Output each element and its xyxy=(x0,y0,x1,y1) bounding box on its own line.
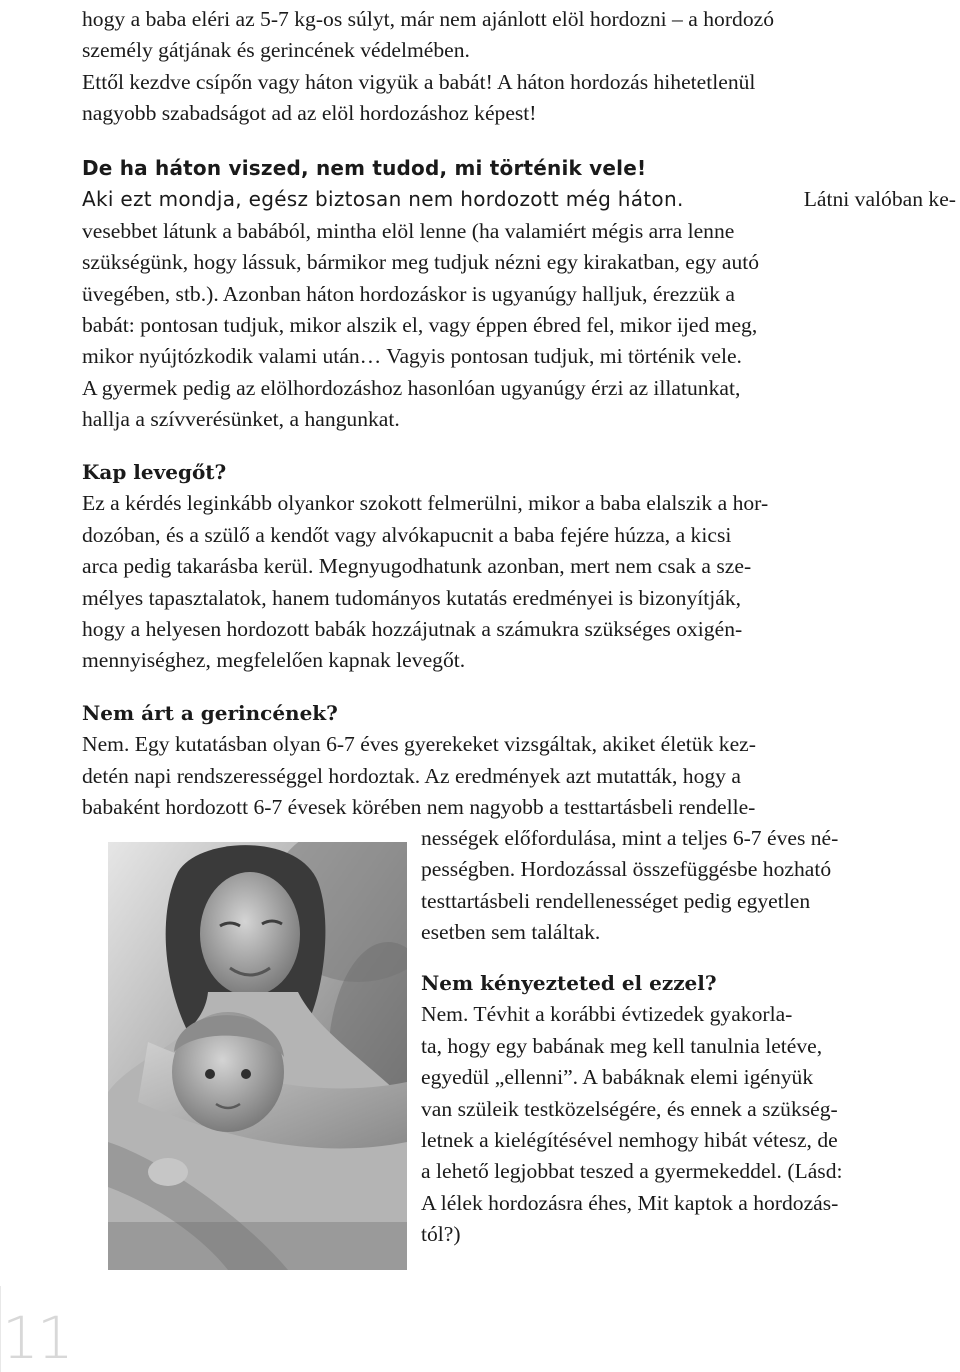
section-heading: Nem kényezteted el ezzel? xyxy=(421,971,717,995)
text-line: szükségünk, hogy lássuk, bármikor meg tudjuk nézni egy kirakatban, egy autó xyxy=(82,250,760,275)
section-spine-continued xyxy=(421,823,956,949)
section-back-carrying xyxy=(82,153,956,436)
section-heading: Kap levegőt? xyxy=(82,460,227,484)
text-line: nességek előfordulása, mint a teljes 6-7 éves né- xyxy=(421,826,839,850)
margin-rule xyxy=(0,1286,1,1372)
text-line: testtartásbeli rendellenességet pedig egyetlen xyxy=(421,888,811,913)
text-line: mélyes tapasztalatok, hanem tudományos kutatás eredményei is bizonyítják, xyxy=(82,585,742,610)
text-line: van szüleik testközelségére, és ennek a szükség- xyxy=(421,1096,838,1121)
page-number: 11 xyxy=(2,1304,72,1372)
section-heading: De ha háton viszed, nem tudod, mi történik vele! xyxy=(82,156,647,180)
text-fragment: Látni valóban ke- xyxy=(803,187,956,212)
text-line: hallja a szívverésünket, a hangunkat. xyxy=(82,407,400,432)
text-line: tól?) xyxy=(421,1222,461,1247)
text-line: mikor nyújtózkodik valami után… Vagyis pontosan tudjuk, mi történik vele. xyxy=(82,344,742,369)
text-line: egyedül „ellenni”. A babáknak elemi igényük xyxy=(421,1065,814,1090)
text-line: hogy a helyesen hordozott babák hozzájutnak a számukra szükséges oxigén- xyxy=(82,617,743,642)
section-heading: Nem árt a gerincének? xyxy=(82,701,338,725)
text-line: mennyiséghez, megfelelően kapnak levegőt. xyxy=(82,648,466,673)
text-line: arca pedig takarásba kerül. Megnyugodhatunk azonban, mert nem csak a sze- xyxy=(82,554,752,579)
text-line: detén napi rendszerességgel hordoztak. Az eredmények azt mutatták, hogy a xyxy=(82,763,741,788)
text-line: pességben. Hordozással összefüggésbe hozható xyxy=(421,857,832,882)
text-line: Ettől kezdve csípőn vagy háton vigyük a babát! A háton hordozás hihetetlenül xyxy=(82,69,756,94)
section-spine xyxy=(82,698,956,824)
text-line: esetben sem találtak. xyxy=(421,920,601,945)
mother-child-photo xyxy=(108,842,407,1270)
text-line: letnek a kielégítésével nemhogy hibát vétesz, de xyxy=(421,1128,838,1153)
text-line: babát: pontosan tudjuk, mikor alszik el, vagy éppen ébred fel, mikor ijed meg, xyxy=(82,313,758,338)
text-line xyxy=(82,184,956,215)
text-line: dozóban, és a szülő a kendőt vagy alvókapucnit a baba fejére húzza, a kicsi xyxy=(82,522,732,547)
text-line: Ez a kérdés leginkább olyankor szokott felmerülni, mikor a baba elalszik a hor- xyxy=(82,491,769,516)
intro-paragraph xyxy=(82,4,956,130)
section-air xyxy=(82,457,956,677)
text-line: üvegében, stb.). Azonban háton hordozáskor is ugyanúgy halljuk, érezzük a xyxy=(82,281,736,306)
text-line: ta, hogy egy babának meg kell tanulnia letéve, xyxy=(421,1033,823,1058)
text-line: vesebbet látunk a babából, mintha elöl lenne (ha valamiért mégis arra lenne xyxy=(82,218,735,243)
text-line: babaként hordozott 6-7 évesek körében nem nagyobb a testtartásbeli rendelle- xyxy=(82,795,756,820)
text-line: nagyobb szabadságot ad az elöl hordozáshoz képest! xyxy=(82,101,537,126)
text-line: A gyermek pedig az elölhordozáshoz hasonlóan ugyanúgy érzi az illatunkat, xyxy=(82,375,741,400)
section-subheading: Aki ezt mondja, egész biztosan nem hordozott még háton. xyxy=(82,187,684,212)
text-line: a lehető legjobbat teszed a gyermekeddel. (Lásd: xyxy=(421,1159,843,1184)
text-line: Nem. Egy kutatásban olyan 6-7 éves gyerekeket vizsgáltak, akiket életük kez- xyxy=(82,732,756,757)
text-line: személy gátjának és gerincének védelmében. xyxy=(82,38,470,63)
text-line: Nem. Tévhit a korábbi évtizedek gyakorla- xyxy=(421,1002,793,1027)
text-line: A lélek hordozásra éhes, Mit kaptok a hordozás- xyxy=(421,1190,839,1215)
section-spoiling xyxy=(421,968,956,1251)
photo-illustration xyxy=(108,842,407,1270)
text-line: hogy a baba eléri az 5-7 kg-os súlyt, már nem ajánlott elöl hordozni – a hordozó xyxy=(82,7,774,31)
